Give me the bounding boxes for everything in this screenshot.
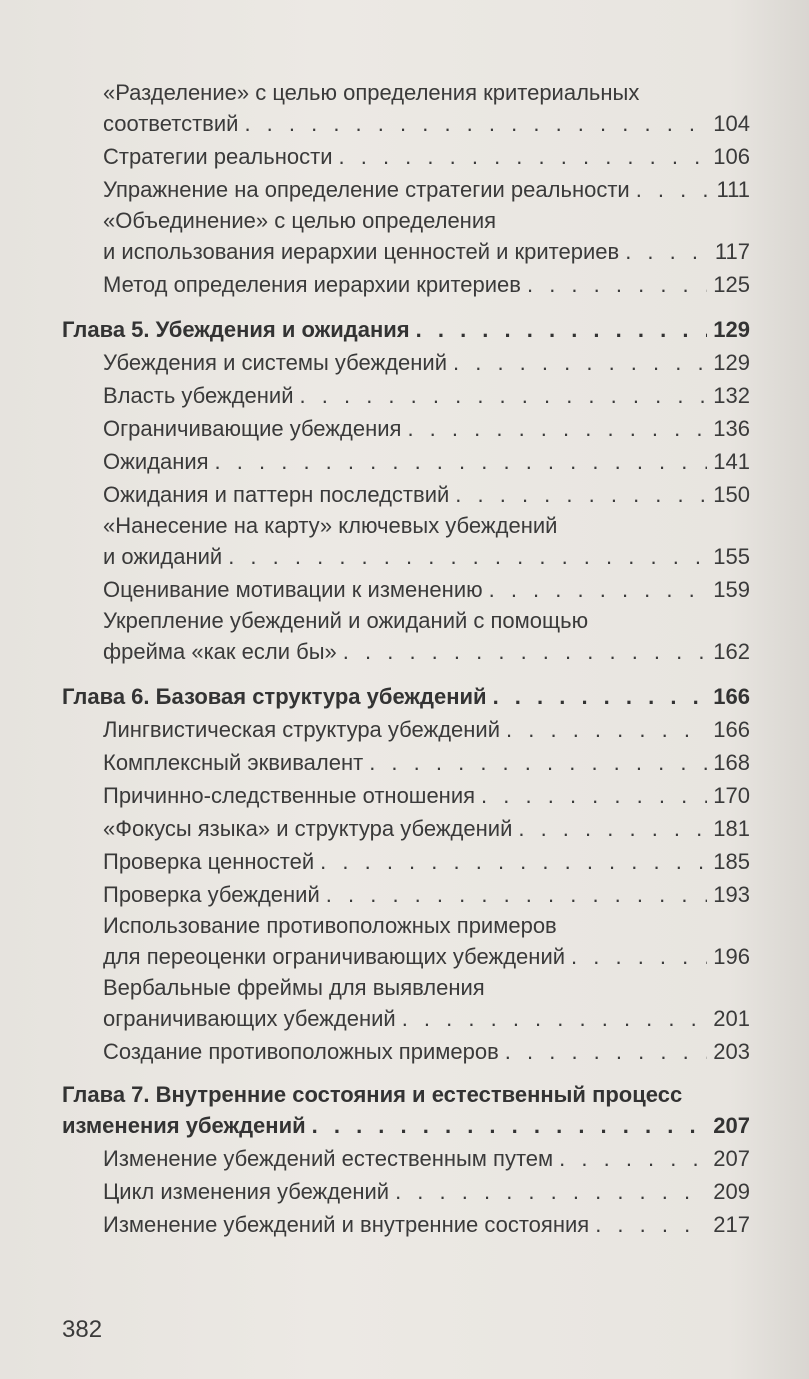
entry-title: «Нанесение на карту» ключевых убеждений xyxy=(103,513,558,538)
entry-page-number: 181 xyxy=(713,816,750,841)
entry-page-number: 166 xyxy=(713,684,750,709)
table-of-contents xyxy=(62,78,750,1241)
entry-page-number: 207 xyxy=(713,1113,750,1138)
toc-line xyxy=(103,478,750,511)
entry-title: Лингвистическая структура убеждений xyxy=(103,717,501,742)
dot-leader xyxy=(505,1035,708,1068)
toc-line xyxy=(103,973,750,1002)
toc-line xyxy=(103,412,750,445)
entry-title: «Разделение» с целью определения критериальных xyxy=(103,80,640,105)
toc-line xyxy=(103,379,750,412)
toc-entry xyxy=(62,1175,750,1208)
toc-entry xyxy=(62,412,750,445)
toc-line xyxy=(103,1002,750,1035)
entry-page-number: 201 xyxy=(713,1006,750,1031)
entry-title: фрейма «как если бы» xyxy=(103,639,337,664)
toc-line xyxy=(103,173,750,206)
toc-entry xyxy=(62,779,750,812)
entry-title: Ожидания xyxy=(103,449,209,474)
dot-leader xyxy=(228,540,707,573)
toc-line xyxy=(103,1175,750,1208)
toc-line xyxy=(103,911,750,940)
toc-entry xyxy=(62,445,750,478)
toc-line xyxy=(62,1109,750,1142)
toc-line xyxy=(103,235,750,268)
toc-entry xyxy=(62,973,750,1035)
entry-title: Ожидания и паттерн последствий xyxy=(103,482,450,507)
entry-title: изменения убеждений xyxy=(62,1113,306,1138)
toc-entry xyxy=(62,346,750,379)
toc-entry xyxy=(62,911,750,973)
entry-page-number: 170 xyxy=(713,783,750,808)
entry-page-number: 104 xyxy=(713,111,750,136)
dot-leader xyxy=(300,379,708,412)
dot-leader xyxy=(636,173,711,206)
dot-leader xyxy=(571,940,707,973)
entry-title: Глава 6. Базовая структура убеждений xyxy=(62,684,487,709)
dot-leader xyxy=(312,1109,708,1142)
toc-line xyxy=(103,746,750,779)
entry-title: соответствий xyxy=(103,111,239,136)
entry-page-number: 162 xyxy=(713,639,750,664)
dot-leader xyxy=(402,1002,708,1035)
entry-title: и использования иерархии ценностей и критериев xyxy=(103,239,620,264)
entry-page-number: 132 xyxy=(713,383,750,408)
toc-line xyxy=(103,606,750,635)
dot-leader xyxy=(518,812,707,845)
toc-entry xyxy=(62,1035,750,1068)
entry-page-number: 125 xyxy=(713,272,750,297)
toc-entry xyxy=(62,78,750,140)
entry-page-number: 150 xyxy=(713,482,750,507)
entry-title: и ожиданий xyxy=(103,544,223,569)
entry-title: Проверка ценностей xyxy=(103,849,315,874)
entry-page-number: 129 xyxy=(713,317,750,342)
entry-page-number: 209 xyxy=(713,1179,750,1204)
toc-entry xyxy=(62,478,750,511)
entry-page-number: 111 xyxy=(716,177,750,202)
entry-title: для переоценки ограничивающих убеждений xyxy=(103,944,566,969)
toc-entry xyxy=(62,573,750,606)
dot-leader xyxy=(625,235,709,268)
dot-leader xyxy=(455,478,707,511)
entry-page-number: 166 xyxy=(713,717,750,742)
dot-leader xyxy=(395,1175,707,1208)
entry-page-number: 207 xyxy=(713,1146,750,1171)
entry-page-number: 141 xyxy=(713,449,750,474)
dot-leader xyxy=(339,140,708,173)
toc-line xyxy=(103,635,750,668)
dot-leader xyxy=(493,680,708,713)
entry-title: ограничивающих убеждений xyxy=(103,1006,396,1031)
toc-entry xyxy=(62,511,750,573)
toc-line xyxy=(103,140,750,173)
toc-entry xyxy=(62,1142,750,1175)
toc-entry xyxy=(62,173,750,206)
entry-title: Стратегии реальности xyxy=(103,144,333,169)
dot-leader xyxy=(244,107,707,140)
entry-page-number: 129 xyxy=(713,350,750,375)
entry-title: «Объединение» с целью определения xyxy=(103,208,497,233)
toc-line xyxy=(103,445,750,478)
toc-line xyxy=(103,346,750,379)
dot-leader xyxy=(559,1142,707,1175)
entry-title: Власть убеждений xyxy=(103,383,294,408)
toc-entry xyxy=(62,713,750,746)
dot-leader xyxy=(416,313,708,346)
entry-page-number: 136 xyxy=(713,416,750,441)
entry-title: Причинно-следственные отношения xyxy=(103,783,476,808)
toc-line xyxy=(103,779,750,812)
dot-leader xyxy=(215,445,708,478)
toc-line xyxy=(103,78,750,107)
entry-title: Оценивание мотивации к изменению xyxy=(103,577,483,602)
entry-page-number: 159 xyxy=(713,577,750,602)
toc-line xyxy=(103,713,750,746)
toc-entry xyxy=(62,878,750,911)
entry-page-number: 155 xyxy=(713,544,750,569)
toc-chapter xyxy=(62,1080,750,1142)
toc-entry xyxy=(62,1208,750,1241)
dot-leader xyxy=(320,845,707,878)
dot-leader xyxy=(595,1208,707,1241)
toc-line xyxy=(103,268,750,301)
entry-page-number: 203 xyxy=(713,1039,750,1064)
toc-line xyxy=(103,1208,750,1241)
toc-entry xyxy=(62,845,750,878)
dot-leader xyxy=(481,779,707,812)
entry-title: Использование противоположных примеров xyxy=(103,913,557,938)
toc-line xyxy=(103,573,750,606)
entry-title: Цикл изменения убеждений xyxy=(103,1179,390,1204)
entry-title: Убеждения и системы убеждений xyxy=(103,350,447,375)
entry-title: Комплексный эквивалент xyxy=(103,750,364,775)
toc-line xyxy=(103,845,750,878)
toc-line xyxy=(103,1035,750,1068)
toc-line xyxy=(103,540,750,573)
toc-line xyxy=(103,1142,750,1175)
entry-title: Создание противоположных примеров xyxy=(103,1039,499,1064)
toc-entry xyxy=(62,206,750,268)
toc-entry xyxy=(62,268,750,301)
entry-title: Глава 5. Убеждения и ожидания xyxy=(62,317,410,342)
entry-title: Ограничивающие убеждения xyxy=(103,416,402,441)
toc-entry xyxy=(62,140,750,173)
dot-leader xyxy=(407,412,707,445)
dot-leader xyxy=(489,573,708,606)
entry-page-number: 106 xyxy=(713,144,750,169)
entry-title: Вербальные фреймы для выявления xyxy=(103,975,485,1000)
toc-entry xyxy=(62,812,750,845)
entry-title: Укрепление убеждений и ожиданий с помощью xyxy=(103,608,589,633)
entry-page-number: 193 xyxy=(713,882,750,907)
toc-line xyxy=(62,680,750,713)
entry-title: Метод определения иерархии критериев xyxy=(103,272,521,297)
toc-line xyxy=(103,511,750,540)
toc-line xyxy=(103,940,750,973)
page-number: 382 xyxy=(62,1316,103,1343)
toc-line xyxy=(103,206,750,235)
entry-title: Проверка убеждений xyxy=(103,882,320,907)
toc-chapter xyxy=(62,313,750,346)
entry-page-number: 196 xyxy=(713,944,750,969)
entry-title: Изменение убеждений и внутренние состояния xyxy=(103,1212,590,1237)
toc-entry xyxy=(62,606,750,668)
dot-leader xyxy=(326,878,708,911)
toc-line xyxy=(103,812,750,845)
dot-leader xyxy=(453,346,707,379)
entry-title: Упражнение на определение стратегии реальности xyxy=(103,177,630,202)
toc-entry xyxy=(62,379,750,412)
entry-title: «Фокусы языка» и структура убеждений xyxy=(103,816,513,841)
entry-title: Изменение убеждений естественным путем xyxy=(103,1146,554,1171)
dot-leader xyxy=(527,268,707,301)
toc-entry xyxy=(62,746,750,779)
toc-chapter xyxy=(62,680,750,713)
toc-line xyxy=(62,1080,750,1109)
toc-line xyxy=(103,107,750,140)
entry-page-number: 117 xyxy=(714,239,750,264)
entry-title: Глава 7. Внутренние состояния и естественный процесс xyxy=(62,1082,683,1107)
toc-line xyxy=(62,313,750,346)
dot-leader xyxy=(369,746,707,779)
entry-page-number: 168 xyxy=(713,750,750,775)
toc-line xyxy=(103,878,750,911)
dot-leader xyxy=(506,713,707,746)
dot-leader xyxy=(343,635,708,668)
entry-page-number: 185 xyxy=(713,849,750,874)
entry-page-number: 217 xyxy=(713,1212,750,1237)
